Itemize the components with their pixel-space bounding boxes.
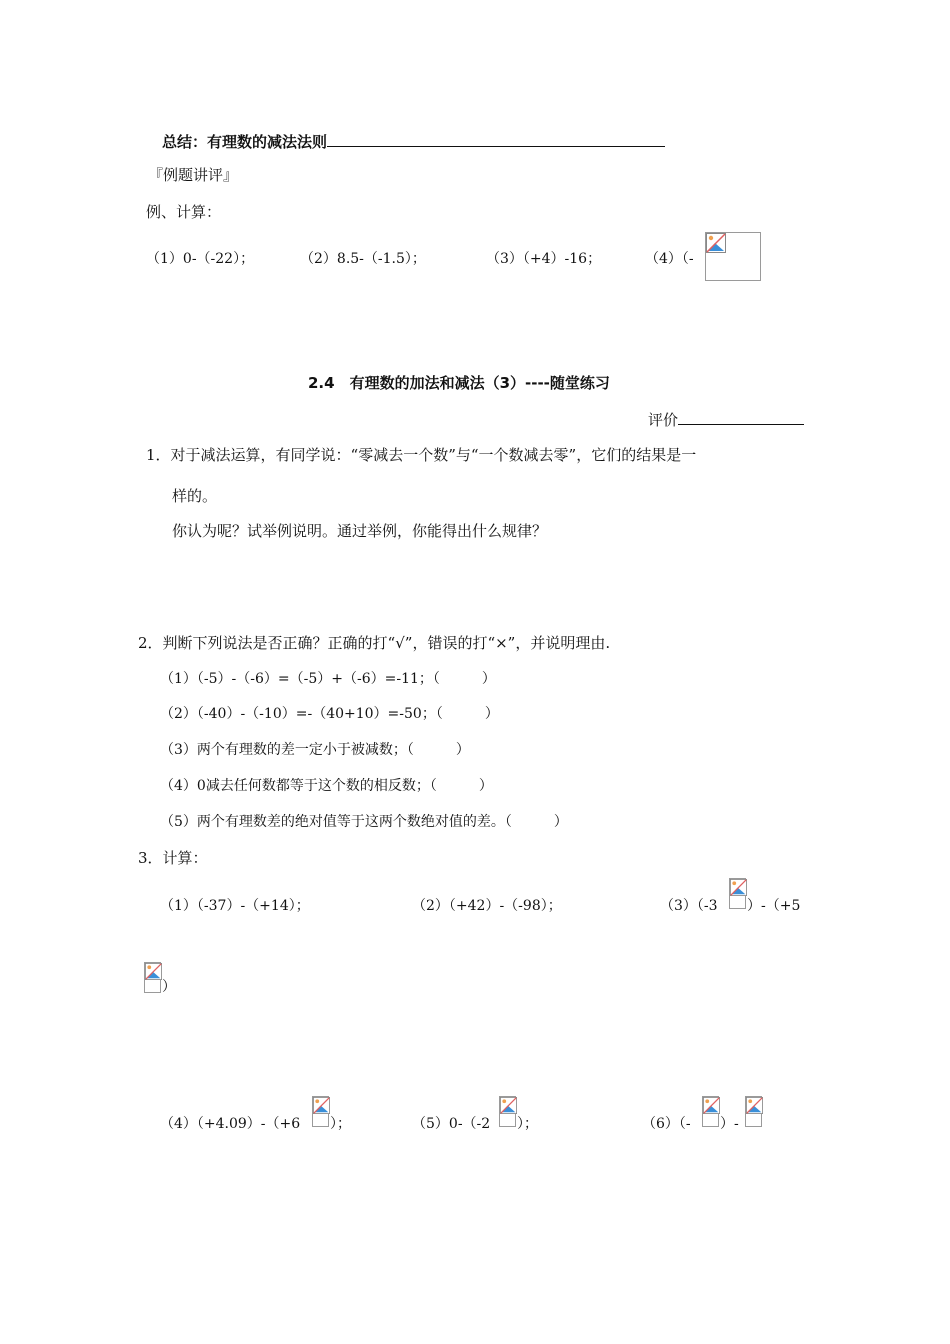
q2-item-5: （5）两个有理数差的绝对值等于这两个数绝对值的差。（ ）: [160, 814, 568, 830]
q2-item-4: （4）0减去任何数都等于这个数的相反数；（ ）: [160, 778, 493, 794]
broken-image-icon: [702, 1096, 719, 1127]
summary-blank: [327, 130, 665, 147]
evaluation-line: [648, 408, 804, 430]
broken-image-icon: [144, 962, 161, 993]
example-2: （2）8.5-（-1.5）；: [300, 251, 426, 267]
q1-line2: 样的。: [172, 487, 218, 505]
example-3: （3）（+4）-16；: [486, 251, 602, 267]
summary-line: [162, 130, 665, 152]
q3-part-6a: （6）（-: [642, 1116, 691, 1132]
summary-label: 总结：有理数的减法法则: [162, 133, 328, 151]
q1-line3: 你认为呢？试举例说明。通过举例，你能得出什么规律？: [172, 522, 548, 540]
broken-image-icon: [745, 1096, 762, 1127]
evaluation-label: 评价: [648, 411, 679, 429]
q3-part-4a: （4）（+4.09）-（+6: [160, 1116, 301, 1132]
q3-part-3b: ）-（+5: [747, 898, 801, 914]
q1-line1: 1．对于减法运算，有同学说：“零减去一个数”与“一个数减去零”，它们的结果是一: [146, 446, 697, 464]
q2-item-1: （1）（-5）-（-6）=（-5）+（-6）=-11；（ ）: [160, 671, 496, 687]
evaluation-blank: [678, 408, 804, 425]
q3-part-3a: （3）（-3: [660, 898, 718, 914]
q3-part-5b: ）；: [517, 1116, 538, 1132]
example-header: 『例题讲评』: [148, 166, 239, 184]
broken-image-icon: [312, 1096, 329, 1127]
q2-item-2: （2）（-40）-（-10）=-（40+10）=-50；（ ）: [160, 706, 499, 722]
section-title: 2.4 有理数的加法和减法（3）----随堂练习: [308, 374, 610, 392]
q3-part-2: （2）（+42）-（-98）；: [412, 898, 562, 914]
example-4: （4）（-: [645, 251, 694, 267]
broken-image-icon: [729, 878, 746, 909]
example-prompt: 例、计算：: [146, 203, 222, 221]
broken-image-icon: [705, 232, 761, 281]
q3-prompt: 3．计算：: [138, 849, 208, 867]
q3-part-6b: ）-: [720, 1116, 739, 1132]
q2-prompt: 2．判断下列说法是否正确？正确的打“√”，错误的打“×”，并说明理由.: [138, 634, 611, 652]
q3-part-4b: ）；: [330, 1116, 351, 1132]
example-1: （1）0-（-22）；: [146, 251, 255, 267]
broken-image-icon: [499, 1096, 516, 1127]
q3-part-1: （1）（-37）-（+14）；: [160, 898, 310, 914]
q3-part-3c: ）: [162, 979, 176, 995]
q3-part-5a: （5）0-（-2: [412, 1116, 491, 1132]
q2-item-3: （3）两个有理数的差一定小于被减数；（ ）: [160, 742, 470, 758]
